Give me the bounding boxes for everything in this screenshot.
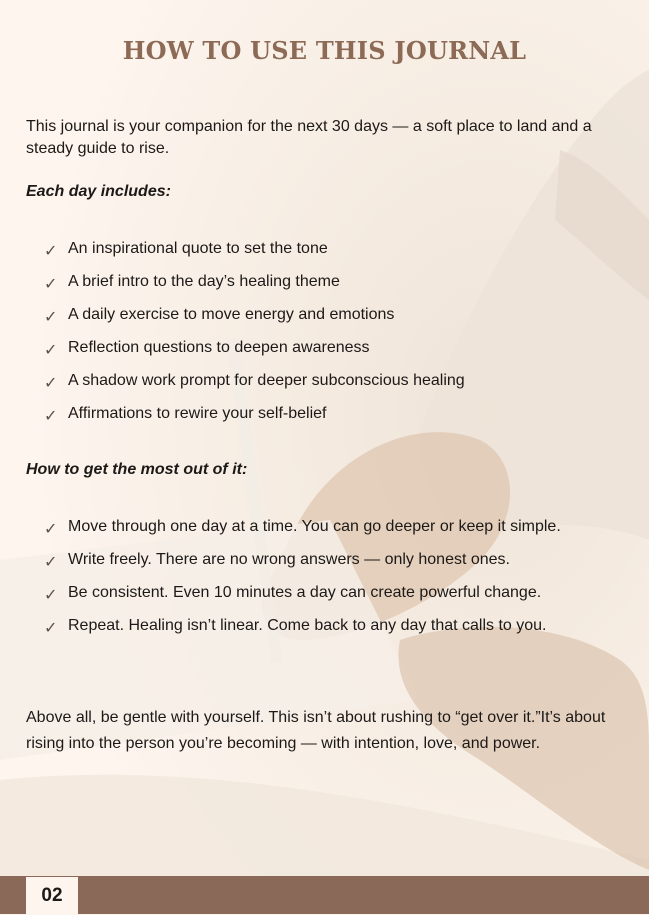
checkmark-icon: ✓ xyxy=(44,552,58,571)
checkmark-icon: ✓ xyxy=(44,519,58,538)
intro-paragraph: This journal is your companion for the next 30 days — a soft place to land and a steady guide to rise. xyxy=(26,118,592,157)
checkmark-icon: ✓ xyxy=(44,307,58,326)
list-item xyxy=(44,403,465,436)
list-item xyxy=(44,370,465,403)
checkmark-icon: ✓ xyxy=(44,373,58,392)
list-item xyxy=(44,516,561,549)
list-item-text: Move through one day at a time. You can go deeper or keep it simple. xyxy=(68,518,561,535)
page-title: HOW TO USE THIS JOURNAL xyxy=(122,36,527,65)
list-item-text: A shadow work prompt for deeper subconscious healing xyxy=(68,372,465,389)
list-item-text: A brief intro to the day’s healing theme xyxy=(68,273,340,290)
list-item xyxy=(44,238,465,271)
footer-bar xyxy=(0,876,649,914)
list-item-text: Write freely. There are no wrong answers — only honest ones. xyxy=(68,551,510,568)
list-item xyxy=(44,271,465,304)
checkmark-icon: ✓ xyxy=(44,274,58,293)
list-item-text: Affirmations to rewire your self-belief xyxy=(68,405,327,422)
list-item-text: Repeat. Healing isn’t linear. Come back to any day that calls to you. xyxy=(68,617,547,634)
list-item xyxy=(44,549,561,582)
list-item xyxy=(44,304,465,337)
closing-paragraph: Above all, be gentle with yourself. This isn’t about rushing to “get over it.”It’s about rising into the person you’re becoming — with intention, love, and power. xyxy=(26,709,606,752)
each-day-heading: Each day includes: xyxy=(26,183,171,200)
list-item-text: An inspirational quote to set the tone xyxy=(68,240,328,257)
checkmark-icon: ✓ xyxy=(44,618,58,637)
list-item xyxy=(44,615,561,648)
checkmark-icon: ✓ xyxy=(44,241,58,260)
list-item-text: Be consistent. Even 10 minutes a day can create powerful change. xyxy=(68,584,542,601)
page-number: 02 xyxy=(26,877,78,914)
most-out-list xyxy=(44,516,561,648)
list-item-text: Reflection questions to deepen awareness xyxy=(68,339,370,356)
checkmark-icon: ✓ xyxy=(44,340,58,359)
checkmark-icon: ✓ xyxy=(44,406,58,425)
list-item xyxy=(44,337,465,370)
list-item xyxy=(44,582,561,615)
most-out-heading: How to get the most out of it: xyxy=(26,461,248,478)
checkmark-icon: ✓ xyxy=(44,585,58,604)
each-day-list xyxy=(44,238,465,436)
list-item-text: A daily exercise to move energy and emotions xyxy=(68,306,395,323)
